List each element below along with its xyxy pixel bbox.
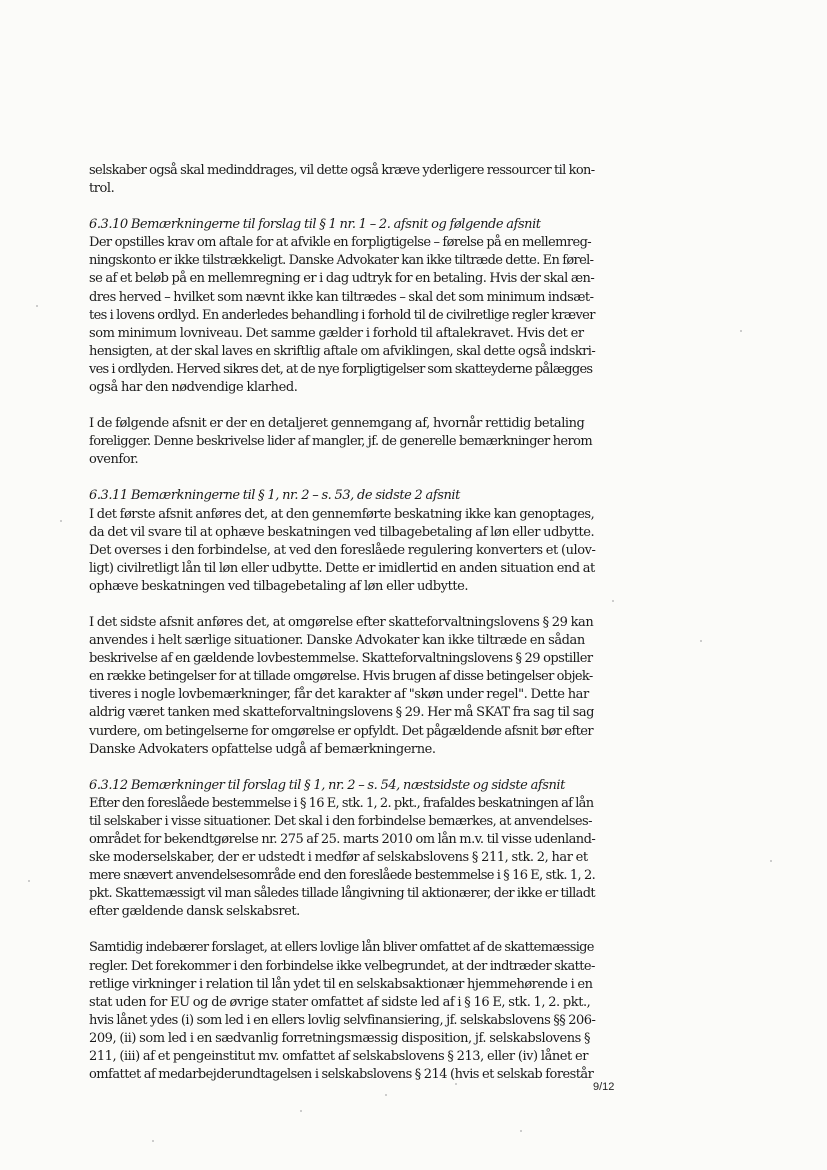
text-line: ovenfor. [89, 452, 139, 468]
scan-speck [36, 305, 38, 307]
text-line: 209, (ii) som led i en sædvanlig forretningsmæssig disposition, jf. selskabslovens § [89, 1030, 591, 1046]
paragraph-gap [89, 921, 594, 939]
text-line: ligt) civilretligt lån til løn eller udbytte. Dette er imidlertid en anden situation end at [89, 560, 595, 576]
text-line: da det vil svare til at ophæve beskatningen ved tilbagebetaling af løn eller udbytte. [89, 524, 595, 540]
text-line: ophæve beskatningen ved tilbagebetaling af løn eller udbytte. [89, 578, 469, 594]
text-line: retlige virkninger i relation til lån ydet til en selskabsaktionær hjemmehørende i en [89, 976, 593, 992]
text-line: hvis lånet ydes (i) som led i en ellers lovlig selvfinansiering, jf. selskabslovens §§ 206- [89, 1012, 596, 1028]
scan-speck [520, 1130, 522, 1132]
text-line: tes i lovens ordlyd. En anderledes behandling i forhold til de civilretlige regler kræver [89, 307, 595, 323]
text-line: trol. [89, 181, 115, 197]
page-number: 9/12 [593, 1081, 615, 1093]
paragraph-p7 [89, 939, 594, 1084]
paragraph-p1 [89, 162, 594, 198]
text-line: ske moderselskaber, der er udstedt i medfør af selskabslovens § 211, stk. 2, har et [89, 850, 588, 866]
scan-speck [612, 600, 614, 602]
text-line: aldrig været tanken med skatteforvaltningslovens § 29. Her må SKAT fra sag til sag [89, 705, 594, 721]
text-line: pkt. Skattemæssigt vil man således tillade långivning til aktionærer, der ikke er tilladt [89, 886, 595, 902]
scan-speck [300, 1110, 302, 1112]
text-line: stat uden for EU og de øvrige stater omfattet af sidste led af i § 16 E, stk. 1, 2. pkt., [89, 994, 591, 1010]
text-line: selskaber også skal medinddrages, vil dette også kræve yderligere ressourcer til kon- [89, 163, 595, 178]
section-heading: 6.3.11 Bemærkningerne til § 1, nr. 2 – s. 53, de sidste 2 afsnit [89, 488, 460, 504]
text-line: omfattet af medarbejderundtagelsen i selskabslovens § 214 (hvis et selskab forestår [89, 1067, 594, 1083]
text-line: regler. Det forekommer i den forbindelse ikke velbegrundet, at der indtræder skatte- [89, 958, 595, 974]
text-line: anvendes i helt særlige situationer. Danske Advokater kan ikke tiltræde en sådan [89, 633, 585, 649]
scan-speck [385, 1094, 387, 1096]
text-line: hensigten, at der skal laves en skriftlig aftale om afviklingen, skal dette også indskri- [89, 343, 596, 359]
section-heading: 6.3.10 Bemærkningerne til forslag til § 1 nr. 1 – 2. afsnit og følgende afsnit [89, 217, 541, 233]
text-line: se af et beløb på en mellemregning er i dag udtryk for en betaling. Hvis der skal æn- [89, 271, 595, 287]
text-line: Efter den foreslåede bestemmelse i § 16 E, stk. 1, 2. pkt., frafaldes beskatningen af lån [89, 795, 594, 811]
text-line: I det sidste afsnit anføres det, at omgørelse efter skatteforvaltningslovens § 29 kan [89, 614, 594, 630]
scan-speck [60, 520, 62, 522]
text-line: området for bekendtgørelse nr. 275 af 25. marts 2010 om lån m.v. til visse udenland- [89, 832, 596, 847]
text-line: ves i ordlyden. Herved sikres det, at de nye forpligtigelser som skatteyderne pålægges [89, 361, 593, 377]
document-body [89, 162, 594, 1084]
section-s611 [89, 487, 594, 596]
text-line: 211, (iii) af et pengeinstitut mv. omfattet af selskabslovens § 213, eller (iv) lånet er [89, 1049, 589, 1065]
text-line: en række betingelser for at tillade omgørelse. Hvis brugen af disse betingelser objek- [89, 669, 593, 685]
section-heading: 6.3.12 Bemærkninger til forslag til § 1, nr. 2 – s. 54, næstsidste og sidste afsnit [89, 777, 565, 793]
text-line: beskrivelse af en gældende lovbestemmelse. Skatteforvaltningslovens § 29 opstiller [89, 651, 593, 667]
paragraph-gap [89, 198, 594, 216]
text-line: også har den nødvendige klarhed. [89, 380, 298, 396]
paragraph-p5 [89, 614, 594, 759]
text-line: dres herved – hvilket som nævnt ikke kan tiltrædes – skal det som minimum indsæt- [89, 289, 594, 305]
text-line: Der opstilles krav om aftale for at afvikle en forpligtigelse – førelse på en mellemreg- [89, 235, 592, 251]
paragraph-gap [89, 469, 594, 487]
text-line: til selskaber i visse situationer. Det skal i den forbindelse bemærkes, at anvendelses- [89, 813, 592, 829]
text-line: Danske Advokaters opfattelse udgå af bemærkningerne. [89, 741, 436, 757]
scan-speck [455, 1083, 457, 1085]
text-line: I det første afsnit anføres det, at den gennemførte beskatning ikke kan genoptages, [89, 506, 595, 522]
paragraph-gap [89, 596, 594, 614]
scan-speck [740, 330, 742, 332]
section-s610 [89, 216, 594, 397]
text-line: tiveres i nogle lovbemærkninger, får det karakter af "skøn under regel". Dette har [89, 687, 589, 703]
text-line: mere snævert anvendelsesområde end den foreslåede bestemmelse i § 16 E, stk. 1, 2. [89, 868, 596, 884]
text-line: Det overses i den forbindelse, at ved den foreslåede regulering konverters et (ulov- [89, 542, 596, 558]
text-line: ningskonto er ikke tilstrækkeligt. Danske Advokater kan ikke tiltræde dette. En førel- [89, 253, 594, 269]
scan-speck [700, 640, 702, 642]
paragraph-gap [89, 759, 594, 777]
paragraph-gap [89, 397, 594, 415]
text-line: Samtidig indebærer forslaget, at ellers lovlige lån bliver omfattet af de skattemæssige [89, 940, 594, 956]
paragraph-p3 [89, 415, 594, 469]
text-line: efter gældende dansk selskabsret. [89, 904, 300, 920]
text-line: I de følgende afsnit er der en detaljeret gennemgang af, hvornår rettidig betaling [89, 416, 585, 432]
text-line: vurdere, om betingelserne for omgørelse er opfyldt. Det pågældende afsnit bør efter [89, 723, 594, 739]
section-s612 [89, 777, 594, 922]
scan-speck [28, 880, 30, 882]
scan-speck [152, 1140, 154, 1142]
text-line: foreligger. Denne beskrivelse lider af mangler, jf. de generelle bemærkninger herom [89, 434, 593, 450]
text-line: som minimum lovniveau. Det samme gælder i forhold til aftalekravet. Hvis det er [89, 325, 584, 341]
scan-speck [770, 860, 772, 862]
